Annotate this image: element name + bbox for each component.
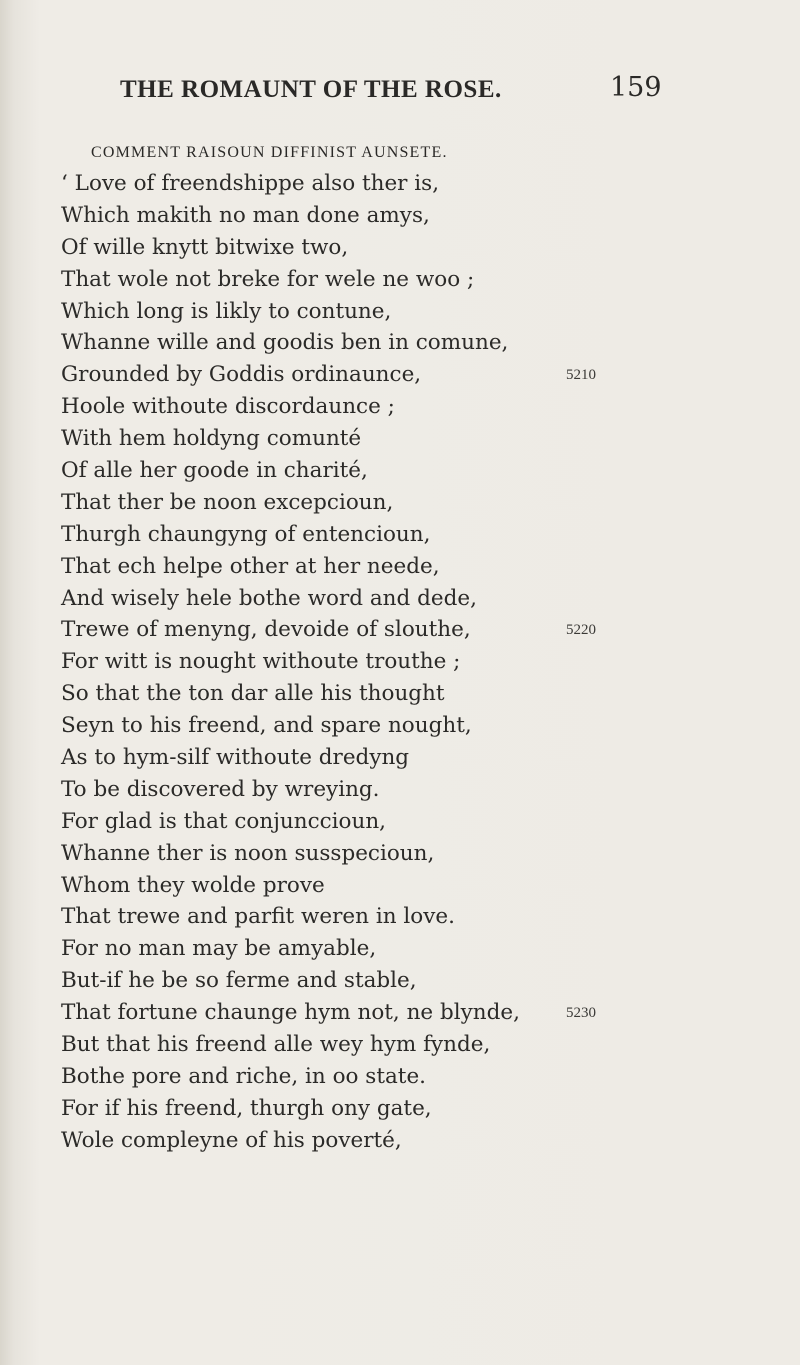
poem-text xyxy=(61,168,621,1157)
poem-line: That trewe and parfit weren in love. xyxy=(61,904,455,930)
poem-line: Thurgh chaungyng of entencioun, xyxy=(61,521,431,547)
poem-line: Which makith no man done amys, xyxy=(61,202,430,228)
poem-line: For no man may be amyable, xyxy=(61,936,377,962)
line-number: 5210 xyxy=(566,367,596,383)
poem-line: As to hym-silf withoute dredyng xyxy=(61,745,410,771)
line-number: 5220 xyxy=(566,622,596,638)
poem-line: But that his freend alle wey hym fynde, xyxy=(61,1032,491,1058)
poem-line: Grounded by Goddis ordinaunce, xyxy=(61,362,422,388)
poem-line: That fortune chaunge hym not, ne blynde, xyxy=(61,1000,520,1026)
poem-line: Of alle her goode in charité, xyxy=(61,458,368,484)
poem-line: And wisely hele bothe word and dede, xyxy=(61,585,477,611)
line-number: 5230 xyxy=(566,1005,596,1021)
poem-line: But-if he be so ferme and stable, xyxy=(61,968,417,994)
poem-line: That ther be noon excepcioun, xyxy=(61,489,394,515)
poem-line: Trewe of menyng, devoide of slouthe, xyxy=(61,617,471,643)
poem-line: Wole compleyne of his poverté, xyxy=(61,1127,402,1153)
poem-line: Hoole withoute discordaunce ; xyxy=(61,394,395,420)
poem-line: Seyn to his freend, and spare nought, xyxy=(61,713,472,739)
running-title: THE ROMAUNT OF THE ROSE. xyxy=(120,76,502,103)
poem-line: Whanne ther is noon susspecioun, xyxy=(61,840,435,866)
poem-line: Whom they wolde prove xyxy=(61,872,325,898)
poem-line: Which long is likly to contune, xyxy=(61,298,392,324)
poem-line: So that the ton dar alle his thought xyxy=(61,681,445,707)
poem-line: For if his freend, thurgh ony gate, xyxy=(61,1095,432,1121)
poem-line: That ech helpe other at her neede, xyxy=(61,553,440,579)
poem-line: For witt is nought withoute trouthe ; xyxy=(61,649,461,675)
poem-line: With hem holdyng comunté xyxy=(61,426,362,452)
poem-line: That wole not breke for wele ne woo ; xyxy=(61,266,475,292)
poem-line: Bothe pore and riche, in oo state. xyxy=(61,1063,426,1089)
poem-line: For glad is that conjunccioun, xyxy=(61,808,386,834)
page-number: 159 xyxy=(610,72,662,103)
poem-line: To be discovered by wreying. xyxy=(61,776,380,802)
poem-line: Of wille knytt bitwixe two, xyxy=(61,234,349,260)
poem-line: ‘ Love of freendshippe also ther is, xyxy=(61,171,440,196)
section-heading: COMMENT RAISOUN DIFFINIST AUNSETE. xyxy=(91,144,448,161)
poem-line: Whanne wille and goodis ben in comune, xyxy=(61,330,509,356)
